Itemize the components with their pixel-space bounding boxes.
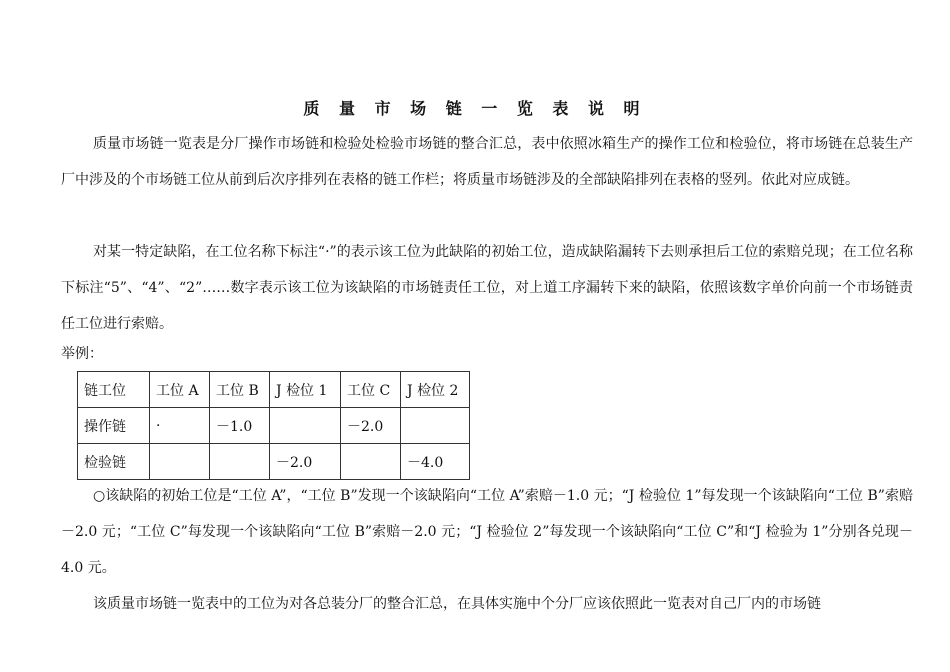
- table-row: [78, 444, 470, 480]
- paragraph-implementation: 该质量市场链一览表中的工位为对各总装分厂的整合汇总，在具体实施中个分厂应该依照此一览表对自己厂内的市场链: [93, 596, 821, 612]
- table-cell: [210, 444, 270, 480]
- paragraph-overview: 质量市场链一览表是分厂操作市场链和检验处检验市场链的整合汇总，表中依照冰箱生产的操作工位和检验位，将市场链在总装生产厂中涉及的个市场链工位从前到后次序排列在表格的链工作栏；将质量市场链涉及的全部缺陷排列在表格的竖列。依此对应成链。: [61, 136, 913, 188]
- table-cell: ·: [150, 408, 210, 444]
- table-row: [78, 408, 470, 444]
- table-header-row: [78, 372, 470, 408]
- table-cell: [341, 444, 401, 480]
- table-header-cell: 工位 B: [210, 372, 270, 408]
- table-header-cell: J 检位 1: [270, 372, 341, 408]
- table-cell: －1.0: [210, 408, 270, 444]
- table-cell: 检验链: [78, 444, 150, 480]
- table-header-cell: 链工位: [78, 372, 150, 408]
- table-cell: 操作链: [78, 408, 150, 444]
- paragraph-example-explanation: ○该缺陷的初始工位是“工位 A”，“工位 B”发现一个该缺陷向“工位 A”索赔－1.0 元；“J 检验位 1”每发现一个该缺陷向“工位 B”索赔－2.0 元；“工位 C”每发现一个该缺陷向“工位 B”索赔－2.0 元；“J 检验位 2”每发现一个该缺陷向“工位 C”和“J 检验为 1”分别各兑现－4.0 元。: [61, 488, 913, 576]
- table-header-cell: J 检位 2: [401, 372, 470, 408]
- table-cell: －2.0: [270, 444, 341, 480]
- table-cell: [150, 444, 210, 480]
- example-label: 举例：: [61, 346, 103, 362]
- table-cell: －2.0: [341, 408, 401, 444]
- example-table: [77, 371, 470, 480]
- table-cell: [270, 408, 341, 444]
- document-title: 质 量 市 场 链 一 览 表 说 明: [303, 99, 647, 118]
- table-cell: －4.0: [401, 444, 470, 480]
- table-header-cell: 工位 C: [341, 372, 401, 408]
- table-header-cell: 工位 A: [150, 372, 210, 408]
- table-cell: [401, 408, 470, 444]
- paragraph-defect-marking: 对某一特定缺陷，在工位名称下标注“·”的表示该工位为此缺陷的初始工位，造成缺陷漏转下去则承担后工位的索赔兑现；在工位名称下标注“5”、“4”、“2”……数字表示该工位为该缺陷的市场链责任工位，对上道工序漏转下来的缺陷，依照该数字单价向前一个市场链责任工位进行索赔。: [61, 244, 913, 332]
